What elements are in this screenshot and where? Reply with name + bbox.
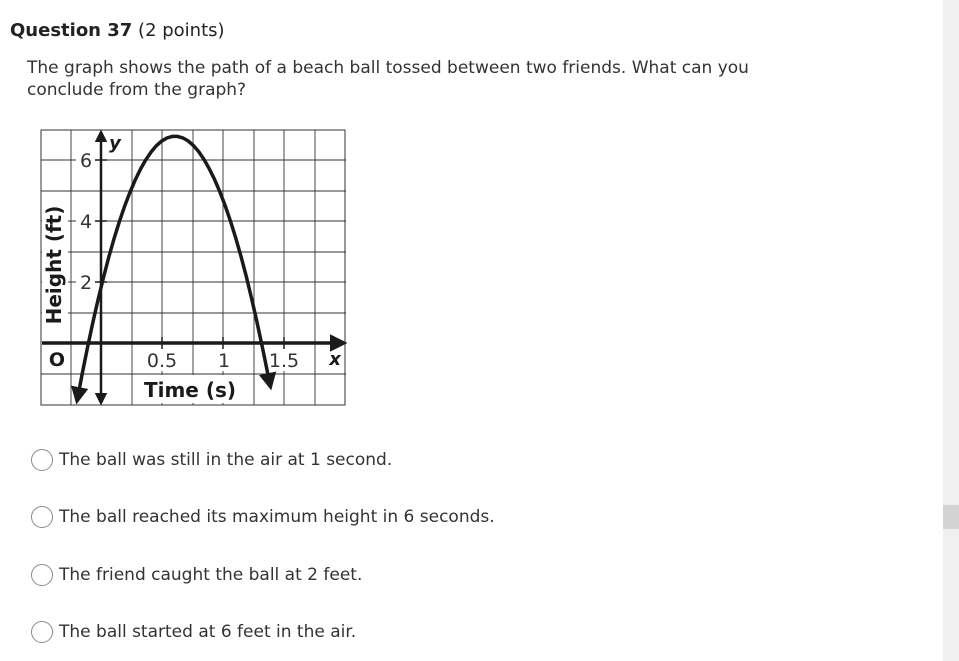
answer-choice-2[interactable] [31,504,495,530]
y-var-label: y [109,133,121,154]
choice-label: The ball reached its maximum height in 6 seconds. [59,507,495,527]
y-axis-title: Height (ft) [42,205,66,325]
origin-label: O [48,349,66,371]
choice-label: The ball was still in the air at 1 second. [59,450,393,470]
x-var-label: x [329,349,341,370]
x-tick-label: 1 [217,350,231,372]
x-tick-label: 1.5 [268,350,300,372]
radio-button[interactable] [31,449,53,471]
radio-button[interactable] [31,506,53,528]
scrollbar-track[interactable] [943,0,959,661]
parabola-graph [40,129,347,407]
question-points: (2 points) [138,20,225,41]
question-number: Question 37 [10,20,133,41]
answer-choice-4[interactable] [31,619,356,645]
x-tick-label: 0.5 [146,350,178,372]
choice-label: The ball started at 6 feet in the air. [59,622,357,642]
radio-button[interactable] [31,564,53,586]
y-tick-label: 6 [79,150,93,172]
radio-button[interactable] [31,621,53,643]
x-axis-title: Time (s) [143,378,237,402]
choice-label: The friend caught the ball at 2 feet. [59,565,363,585]
scrollbar-thumb[interactable] [943,505,959,529]
answer-choice-1[interactable] [31,447,392,473]
y-tick-label: 2 [79,272,93,294]
question-prompt: The graph shows the path of a beach ball tossed between two friends. What can you conclude from the graph? [27,58,749,100]
answer-choice-3[interactable] [31,562,362,588]
y-tick-label: 4 [79,211,93,233]
question-header [10,20,225,41]
